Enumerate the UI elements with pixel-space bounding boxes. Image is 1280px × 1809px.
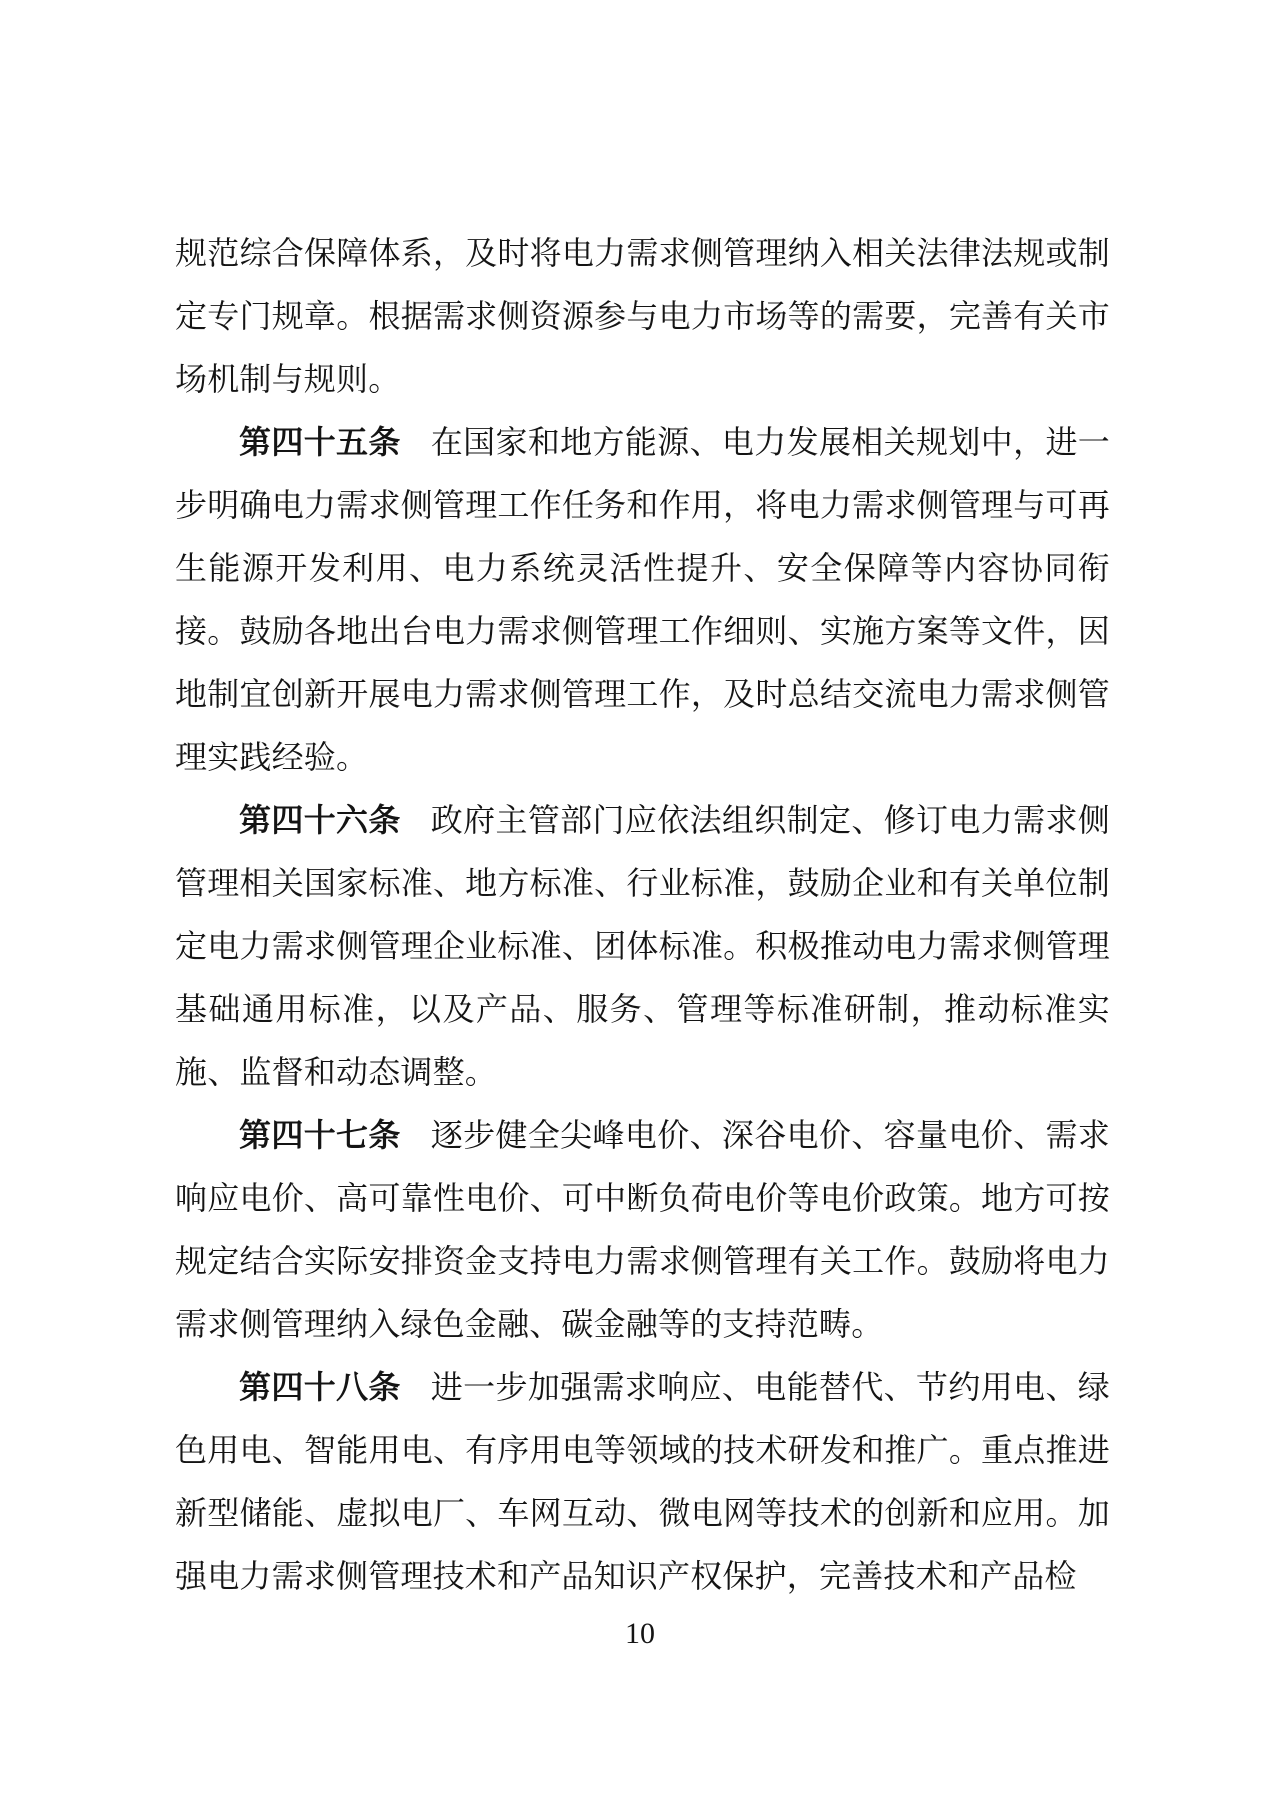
article-48-number: 第四十八条 xyxy=(239,1369,401,1405)
paragraph-article-47 xyxy=(175,1104,1110,1356)
article-46-number: 第四十六条 xyxy=(239,802,401,838)
article-47-number: 第四十七条 xyxy=(239,1117,401,1153)
page-number: 10 xyxy=(625,1617,655,1650)
paragraph-article-46 xyxy=(175,789,1110,1104)
paragraph-article-48 xyxy=(175,1356,1110,1608)
article-48-text: 进一步加强需求响应、电能替代、节约用电、绿色用电、智能用电、有序用电等领域的技术研发和推广。重点推进新型储能、虚拟电厂、车网互动、微电网等技术的创新和应用。加强电力需求侧管理技术和产品知识产权保护，完善技术和产品检 xyxy=(175,1369,1110,1594)
paragraph-continuation-text: 规范综合保障体系，及时将电力需求侧管理纳入相关法律法规或制定专门规章。根据需求侧资源参与电力市场等的需要，完善有关市场机制与规则。 xyxy=(175,235,1110,397)
article-45-number: 第四十五条 xyxy=(239,424,401,460)
article-47-text: 逐步健全尖峰电价、深谷电价、容量电价、需求响应电价、高可靠性电价、可中断负荷电价等电价政策。地方可按规定结合实际安排资金支持电力需求侧管理有关工作。鼓励将电力需求侧管理纳入绿色金融、碳金融等的支持范畴。 xyxy=(175,1117,1110,1342)
paragraph-continuation xyxy=(175,222,1110,411)
paragraph-article-45 xyxy=(175,411,1110,789)
article-45-text: 在国家和地方能源、电力发展相关规划中，进一步明确电力需求侧管理工作任务和作用，将电力需求侧管理与可再生能源开发利用、电力系统灵活性提升、安全保障等内容协同衔接。鼓励各地出台电力需求侧管理工作细则、实施方案等文件，因地制宜创新开展电力需求侧管理工作，及时总结交流电力需求侧管理实践经验。 xyxy=(175,424,1110,775)
article-46-text: 政府主管部门应依法组织制定、修订电力需求侧管理相关国家标准、地方标准、行业标准，鼓励企业和有关单位制定电力需求侧管理企业标准、团体标准。积极推动电力需求侧管理基础通用标准，以及产品、服务、管理等标准研制，推动标准实施、监督和动态调整。 xyxy=(175,802,1110,1090)
document-text-body xyxy=(175,222,1110,1608)
